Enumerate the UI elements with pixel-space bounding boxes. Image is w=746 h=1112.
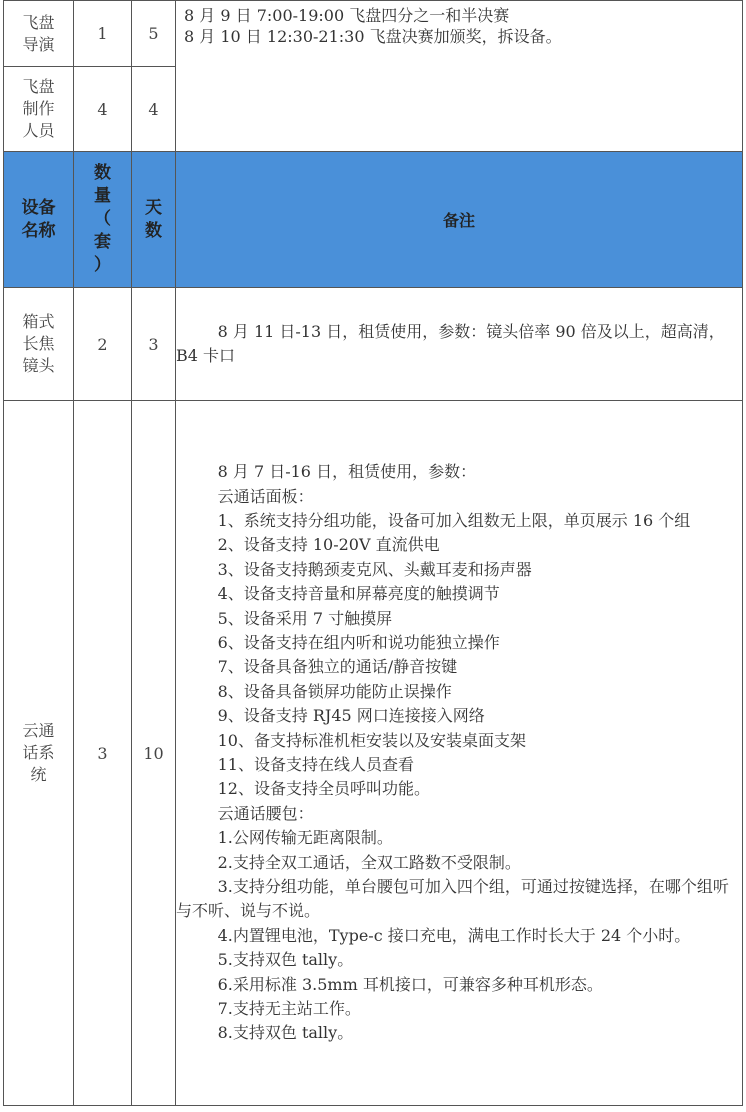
remark-cell bbox=[176, 1, 743, 152]
item-name-line: 箱式 bbox=[22, 312, 55, 331]
days-cell: 3 bbox=[132, 288, 176, 401]
item-name-cell bbox=[4, 1, 74, 67]
quantity-cell: 4 bbox=[74, 67, 132, 152]
header-quantity bbox=[74, 152, 132, 288]
item-name-line: 制作 bbox=[22, 99, 55, 118]
item-name-line: 导演 bbox=[22, 34, 55, 54]
header-days-char: 天 bbox=[145, 197, 162, 218]
header-quantity-char: （ bbox=[94, 209, 111, 229]
spec-line: 云通话腰包： bbox=[217, 803, 314, 823]
spec-line: 1.公网传输无距离限制。 bbox=[217, 828, 393, 848]
item-name-line: 飞盘 bbox=[22, 77, 55, 96]
spec-line: 12、设备支持全员呼叫功能。 bbox=[217, 779, 430, 799]
spec-line: 11、设备支持在线人员查看 bbox=[217, 755, 414, 774]
days-cell: 5 bbox=[132, 1, 176, 67]
remark-cell bbox=[176, 288, 743, 401]
item-name-line: 长焦 bbox=[22, 334, 55, 353]
spec-line: 7、设备具备独立的通话/静音按键 bbox=[217, 657, 458, 677]
spec-line: 9、设备支持 RJ45 网口连接接入网络 bbox=[217, 706, 485, 726]
equipment-table bbox=[3, 0, 743, 1106]
item-name-line: 云通 bbox=[22, 721, 55, 740]
spec-line: 8 月 7 日-16 日，租赁使用，参数： bbox=[217, 462, 477, 482]
remark-line: 8 月 9 日 7:00-19:00 飞盘四分之一和半决赛 bbox=[184, 6, 510, 25]
item-name-cell bbox=[4, 401, 74, 1106]
header-quantity-char: 数 bbox=[94, 163, 111, 183]
spec-line: 8.支持双色 tally。 bbox=[217, 1023, 354, 1043]
quantity-cell: 1 bbox=[74, 1, 132, 67]
days-cell: 4 bbox=[132, 67, 176, 152]
header-quantity-char: 套 bbox=[94, 232, 111, 252]
spec-line: 6.采用标准 3.5mm 耳机接口，可兼容多种耳机形态。 bbox=[217, 974, 603, 994]
item-name-line: 镜头 bbox=[22, 356, 55, 375]
item-name-line: 飞盘 bbox=[22, 12, 55, 32]
table-row bbox=[4, 401, 743, 1106]
item-name-line: 统 bbox=[30, 765, 47, 784]
spec-line: 云通话面板： bbox=[217, 486, 314, 506]
spec-line: 5.支持双色 tally。 bbox=[217, 950, 354, 970]
spec-line: 2、设备支持 10-20V 直流供电 bbox=[217, 535, 440, 555]
item-name-cell bbox=[4, 288, 74, 401]
spec-line: 6、设备支持在组内听和说功能独立操作 bbox=[217, 632, 500, 652]
header-name-line: 名称 bbox=[21, 220, 56, 241]
days-cell: 10 bbox=[132, 401, 176, 1106]
header-name bbox=[4, 152, 74, 288]
table-row bbox=[4, 1, 743, 67]
spec-line: 4.内置锂电池，Type-c 接口充电，满电工作时长大于 24 个小时。 bbox=[217, 925, 691, 945]
table-header-row bbox=[4, 152, 743, 288]
item-name-line: 人员 bbox=[22, 121, 55, 140]
spec-line: 3.支持分组功能，单台腰包可加入四个组，可通过按键选择，在哪个组听与不听、说与不说。 bbox=[176, 877, 729, 921]
header-days-char: 数 bbox=[145, 220, 162, 241]
item-name-line: 话系 bbox=[22, 743, 55, 762]
header-days bbox=[132, 152, 176, 288]
remark-line: 8 月 10 日 12:30-21:30 飞盘决赛加颁奖，拆设备。 bbox=[184, 27, 562, 46]
table-row bbox=[4, 288, 743, 401]
quantity-cell: 3 bbox=[74, 401, 132, 1106]
header-quantity-char: ） bbox=[94, 255, 111, 275]
remark-line: 8 月 11 日-13 日，租赁使用，参数：镜头倍率 90 倍及以上，超高清，B4 卡口 bbox=[176, 321, 725, 365]
spec-line: 7.支持无主站工作。 bbox=[217, 999, 361, 1019]
spec-line: 8、设备具备锁屏功能防止误操作 bbox=[217, 681, 452, 701]
spec-line: 1、系统支持分组功能，设备可加入组数无上限，单页展示 16 个组 bbox=[217, 510, 691, 530]
spec-line: 4、设备支持音量和屏幕亮度的触摸调节 bbox=[217, 584, 500, 604]
quantity-cell: 2 bbox=[74, 288, 132, 401]
spec-line: 3、设备支持鹅颈麦克风、头戴耳麦和扬声器 bbox=[217, 559, 532, 579]
header-remark: 备注 bbox=[176, 152, 743, 288]
header-name-line: 设备 bbox=[21, 197, 56, 218]
header-quantity-char: 量 bbox=[94, 186, 111, 206]
spec-line: 5、设备采用 7 寸触摸屏 bbox=[217, 608, 393, 628]
item-name-cell bbox=[4, 67, 74, 152]
remark-cell bbox=[176, 401, 743, 1106]
spec-line: 2.支持全双工通话，全双工路数不受限制。 bbox=[217, 852, 521, 872]
spec-line: 10、备支持标准机柜安装以及安装桌面支架 bbox=[217, 730, 526, 750]
